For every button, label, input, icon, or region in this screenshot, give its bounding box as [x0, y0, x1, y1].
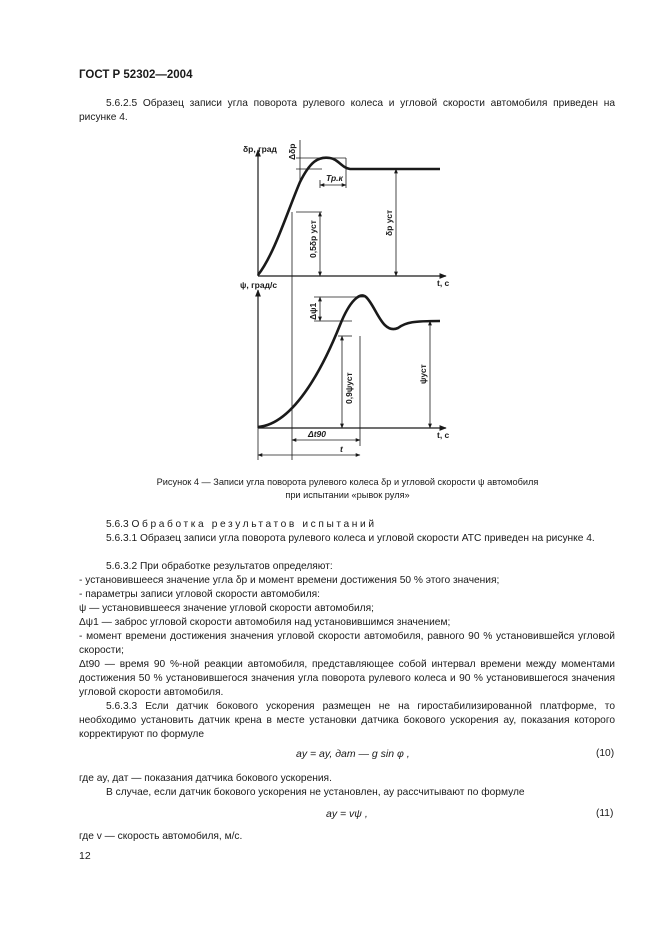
psi-steady-label: ψуст [418, 364, 428, 384]
bullet-dt90: Δt90 — время 90 %-ной реакции автомобиля, представляющее собой интервал времени между моментами достижения 50 % установившегося значения угла поворота рулевого колеса и 90 % установившегося значения угловой скорости автомобиля. [79, 659, 615, 698]
document-header: ГОСТ Р 52302—2004 [79, 69, 193, 81]
paragraph-5-6-3-2: 5.6.3.2 При обработке результатов определяют: [106, 561, 333, 572]
bottom-t-label: t, c [437, 430, 450, 440]
paragraph-ay-calc: В случае, если датчик бокового ускорения не установлен, ay рассчитывают по формуле [106, 787, 525, 798]
figure-caption-line2: при испытании «рывок руля» [285, 490, 410, 500]
t-label: t [340, 444, 343, 454]
psi90-label: 0,9ψуст [344, 372, 354, 404]
section-heading-title: Обработка результатов испытаний [131, 519, 377, 530]
figure-caption-line1: Рисунок 4 — Записи угла поворота рулевого колеса δр и угловой скорости ψ автомобиля [156, 477, 539, 487]
where-v: где v — скорость автомобиля, м/с. [79, 831, 243, 842]
where-ay-dat: где ay, дат — показания датчика бокового ускорения. [79, 773, 332, 784]
top-t-label: t, c [437, 278, 450, 288]
overshoot-label: Δδр [287, 143, 297, 160]
dpsi-label: Δψ1 [308, 302, 318, 320]
half-steady-label: 0,5δр уст [308, 220, 318, 258]
intro-paragraph: 5.6.2.5 Образец записи угла поворота рулевого колеса и угловой скорости автомобиля приведен на рисунке 4. [79, 98, 615, 123]
yaw-rate-curve [258, 296, 440, 427]
equation-number-10: (10) [596, 748, 615, 759]
t-ready-label: Тр.к [326, 173, 343, 183]
dt90-label: Δt90 [308, 429, 326, 439]
steering-angle-curve [258, 158, 440, 275]
bullet-psi: ψ — установившееся значение угловой скорости автомобиля; [79, 603, 374, 614]
bullet-record-params: - параметры записи угловой скорости автомобиля: [79, 589, 321, 600]
formula-11: ay = vψ , [326, 808, 368, 820]
figure-4 [230, 132, 460, 464]
bullet-steady-angle: - установившееся значение угла δр и момент времени достижения 50 % этого значения; [79, 575, 500, 586]
bottom-axis-label: ψ, град/с [240, 280, 278, 290]
bullet-moment-90: - момент времени достижения значения угловой скорости автомобиля, равного 90 % установившейся угловой скорости; [79, 631, 615, 656]
equation-number-11: (11) [596, 808, 614, 819]
paragraph-5-6-3-1: 5.6.3.1 Образец записи угла поворота рулевого колеса и угловой скорости АТС приведен на рисунке 4. [106, 533, 595, 544]
page-number: 12 [79, 850, 91, 862]
steady-delta-label: δр уст [384, 209, 394, 236]
section-heading-number: 5.6.3 [106, 519, 129, 530]
paragraph-5-6-3-3: 5.6.3.3 Если датчик бокового ускорения размещен не на гиростабилизированной платформе, то необходимо установить датчик крена в месте установки датчика бокового ускорения ay, показания которого корректируют по формуле [79, 701, 615, 740]
formula-10: ay = ay, дат — g sin φ , [296, 748, 410, 760]
bullet-delta-psi: Δψ1 — заброс угловой скорости автомобиля над установившимся значением; [79, 617, 451, 628]
top-axis-label: δр, град [243, 144, 277, 154]
section-heading [106, 518, 377, 532]
